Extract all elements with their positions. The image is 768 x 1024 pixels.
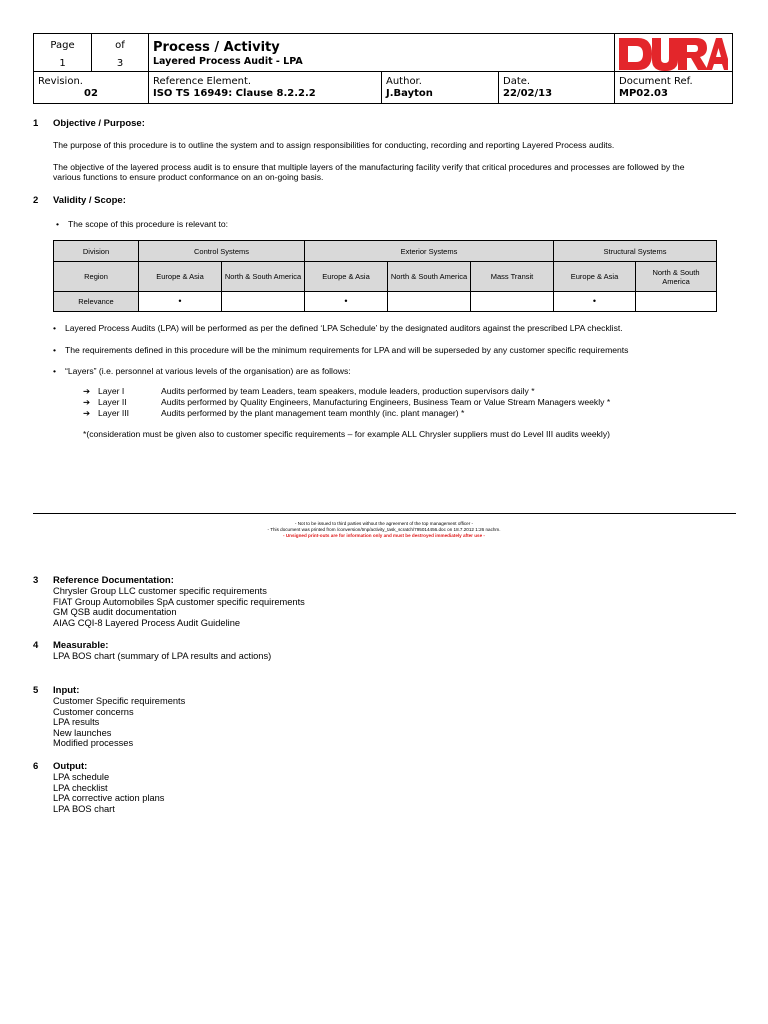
footer-divider	[33, 513, 736, 514]
arrow-right-icon: ➔	[83, 408, 91, 418]
page-label: Page	[50, 40, 75, 51]
docref-value: MP02.03	[619, 88, 668, 99]
region-cell: North & South America	[222, 262, 305, 292]
docref-cell	[615, 72, 733, 104]
relevance-cell: •	[139, 292, 222, 312]
reference-cell	[149, 72, 382, 104]
page-subtitle: Layered Process Audit - LPA	[153, 56, 303, 67]
section-5-title: Input:	[53, 685, 80, 696]
list-item: LPA checklist	[53, 782, 108, 793]
relevance-cell: •	[305, 292, 388, 312]
section-1-purpose: The purpose of this procedure is to outline the system and to assign responsibilities for conducting, recording and reporting Layered Process audits.	[53, 140, 615, 150]
section-4-number: 4	[33, 640, 39, 651]
division-control-systems: Control Systems	[139, 241, 305, 262]
list-item: LPA BOS chart	[53, 803, 115, 814]
layer-description: Audits performed by team Leaders, team speakers, module leaders, production supervisors daily *	[161, 386, 535, 396]
scope-bullet-text: The scope of this procedure is relevant to:	[68, 219, 229, 229]
document-header	[33, 33, 733, 104]
requirements-bullet	[53, 345, 628, 356]
table-row	[54, 262, 717, 292]
author-cell	[382, 72, 499, 104]
region-cell: North & South America	[388, 262, 471, 292]
list-item: LPA corrective action plans	[53, 793, 165, 803]
date-label: Date.	[503, 76, 531, 87]
date-value: 22/02/13	[503, 88, 553, 99]
scope-bullet	[56, 219, 228, 230]
scope-table	[53, 240, 717, 312]
reference-value: ISO TS 16949: Clause 8.2.2.2	[153, 88, 316, 99]
layers-intro-text: “Layers” (i.e. personnel at various levels of the organisation) are as follows:	[65, 366, 351, 376]
footer-notice-3: - Unsigned print-outs are for information only and must be destroyed immediately after use -	[283, 533, 485, 538]
list-item: AIAG CQI-8 Layered Process Audit Guideline	[53, 617, 241, 628]
bullet-icon: •	[56, 219, 60, 229]
customer-note: *(consideration must be given also to customer specific requirements – for example ALL Chrysler suppliers must do Level III audits weekly)	[83, 429, 611, 439]
section-3-number: 3	[33, 575, 39, 586]
list-item: Customer Specific requirements	[53, 696, 186, 706]
requirements-text: The requirements defined in this procedure will be the minimum requirements for LPA and will be superseded by any customer specific requirements	[65, 345, 629, 355]
relevance-cell	[388, 292, 471, 312]
list-item: FIAT Group Automobiles SpA customer specific requirements	[53, 596, 305, 607]
section-2-title: Validity / Scope:	[53, 195, 126, 206]
relevance-cell	[222, 292, 305, 312]
layer-name: Layer II	[98, 397, 127, 407]
table-row	[54, 241, 717, 262]
section-6-title: Output:	[53, 761, 88, 772]
lpa-schedule-bullet	[53, 323, 623, 334]
list-item: Modified processes	[53, 738, 134, 748]
arrow-right-icon: ➔	[83, 397, 91, 407]
layer-description: Audits performed by the plant management team monthly (inc. plant manager) *	[161, 408, 465, 418]
title-cell	[149, 34, 615, 72]
layer-name: Layer I	[98, 386, 125, 396]
page-cell	[34, 34, 92, 72]
bullet-icon: •	[53, 366, 57, 376]
of-label: of	[115, 40, 125, 51]
layer-name: Layer III	[98, 408, 130, 418]
page-number: 1	[59, 58, 66, 69]
list-item: LPA results	[53, 717, 100, 727]
of-cell	[92, 34, 149, 72]
logo-cell	[615, 34, 733, 72]
region-cell: Europe & Asia	[554, 262, 636, 292]
region-cell: Mass Transit	[471, 262, 554, 292]
relevance-cell	[636, 292, 717, 312]
layer-item	[83, 408, 464, 418]
list-item: LPA schedule	[53, 772, 110, 782]
division-structural-systems: Structural Systems	[554, 241, 717, 262]
region-cell: Europe & Asia	[305, 262, 388, 292]
section-3-title: Reference Documentation:	[53, 575, 174, 586]
layer-item	[83, 397, 610, 407]
region-header: Region	[54, 262, 139, 292]
list-item: Customer concerns	[53, 706, 134, 717]
relevance-cell	[471, 292, 554, 312]
list-item: New launches	[53, 727, 112, 738]
author-label: Author.	[386, 76, 422, 87]
section-2-number: 2	[33, 195, 39, 206]
page-title: Process / Activity	[153, 40, 280, 55]
table-row	[54, 292, 717, 312]
section-1-objective-line-1: The objective of the layered process audit is to ensure that multiple layers of the manufacturing facility verify that critical procedures and processes are followed by the	[53, 162, 685, 172]
layers-bullet	[53, 366, 351, 377]
lpa-schedule-text: Layered Process Audits (LPA) will be performed as per the defined ‘LPA Schedule’ by the designated auditors against the prescribed LPA checklist.	[65, 323, 623, 333]
footer-notice-1: - Not to be issued to third parties without the agreement of the top management officer -	[294, 521, 474, 526]
bullet-icon: •	[53, 323, 57, 333]
region-cell: Europe & Asia	[139, 262, 222, 292]
region-cell: North & South America	[636, 262, 717, 292]
author-value: J.Bayton	[386, 88, 433, 99]
revision-label: Revision.	[38, 76, 83, 87]
division-exterior-systems: Exterior Systems	[305, 241, 554, 262]
revision-value: 02	[84, 88, 98, 99]
layer-description: Audits performed by Quality Engineers, Manufacturing Engineers, Business Team or Value Stream Managers weekly *	[161, 397, 611, 407]
section-1-title: Objective / Purpose:	[53, 118, 145, 129]
reference-label: Reference Element.	[153, 76, 252, 87]
page-count: 3	[116, 58, 124, 69]
list-item: LPA BOS chart (summary of LPA results and actions)	[53, 651, 272, 661]
relevance-header: Relevance	[54, 292, 139, 312]
revision-cell	[34, 72, 149, 104]
list-item: GM QSB audit documentation	[53, 607, 177, 617]
layer-item	[83, 386, 535, 396]
section-5-number: 5	[33, 685, 39, 696]
date-cell	[499, 72, 615, 104]
bullet-icon: •	[53, 345, 57, 355]
relevance-cell: •	[554, 292, 636, 312]
section-1-number: 1	[33, 118, 39, 129]
list-item: Chrysler Group LLC customer specific requirements	[53, 586, 267, 596]
section-6-number: 6	[33, 761, 39, 772]
division-header: Division	[54, 241, 139, 262]
docref-label: Document Ref.	[619, 76, 693, 87]
arrow-right-icon: ➔	[83, 386, 91, 396]
section-1-objective-line-2: various functions to ensure product conformance on an on-going basis.	[53, 172, 324, 182]
footer-notice-2: - This document was printed from /conversion/tmp/activity_task_scratch/795014456.doc on 18.7.2012 1:26 nachm.	[267, 527, 501, 532]
section-4-title: Measurable:	[53, 640, 109, 651]
dura-logo	[616, 35, 728, 73]
